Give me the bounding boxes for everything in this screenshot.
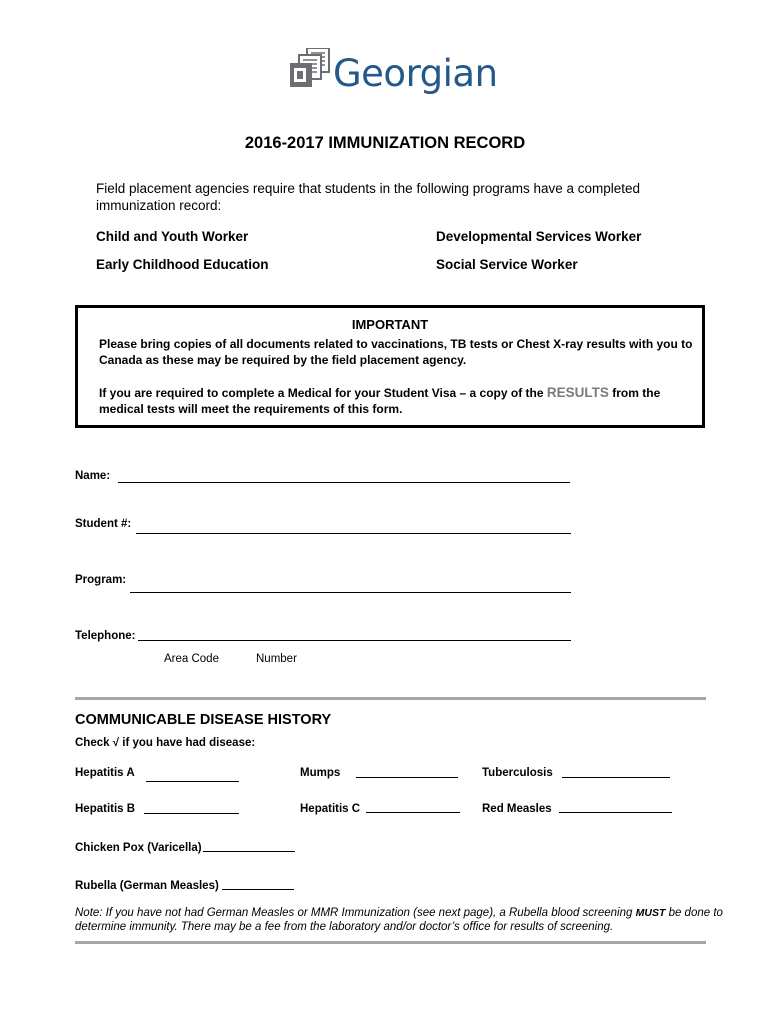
rubella-field[interactable] xyxy=(222,889,294,890)
tuberculosis-field[interactable] xyxy=(562,777,670,778)
telephone-field[interactable] xyxy=(138,640,571,641)
chicken-pox-label: Chicken Pox (Varicella) xyxy=(75,842,202,854)
important-box xyxy=(75,305,705,428)
program-label: Program: xyxy=(75,574,127,586)
georgian-logo-icon xyxy=(289,48,331,92)
intro-text: Field placement agencies require that students in the following programs have a completed immunization record: xyxy=(96,181,641,213)
note-end: be done to determine immunity. There may be a fee from the laboratory and/or doctor’s office for results of screening. xyxy=(75,907,723,933)
bottom-divider xyxy=(75,941,706,944)
program-field[interactable] xyxy=(130,592,571,593)
important-paragraph-2-end: from the medical tests will meet the requirements of this form. xyxy=(99,386,661,416)
rubella-note xyxy=(75,906,725,934)
tuberculosis-label: Tuberculosis xyxy=(482,767,553,779)
hepatitis-c-field[interactable] xyxy=(366,812,460,813)
hepatitis-a-label: Hepatitis A xyxy=(75,767,135,779)
program-developmental-services-worker: Developmental Services Worker xyxy=(436,229,642,244)
check-instruction xyxy=(75,737,255,749)
program-child-youth-worker: Child and Youth Worker xyxy=(96,229,249,244)
results-highlight: RESULTS xyxy=(546,385,609,400)
program-early-childhood-education: Early Childhood Education xyxy=(96,257,269,272)
mumps-field[interactable] xyxy=(356,777,458,778)
mumps-label: Mumps xyxy=(300,767,341,779)
section-divider xyxy=(75,697,706,700)
important-heading: IMPORTANT xyxy=(351,317,429,332)
hepatitis-a-field[interactable] xyxy=(146,781,239,782)
important-paragraph-1: Please bring copies of all documents related to vaccinations, TB tests or Chest X-ray results with you to Canada as these may be required by the field placement agency. xyxy=(99,337,693,367)
rubella-label: Rubella (German Measles) xyxy=(75,880,219,892)
program-social-service-worker: Social Service Worker xyxy=(436,257,578,272)
red-measles-field[interactable] xyxy=(559,812,672,813)
name-field[interactable] xyxy=(118,482,570,483)
note-must: MUST xyxy=(635,907,666,919)
disease-history-title: COMMUNICABLE DISEASE HISTORY xyxy=(75,712,332,728)
student-number-field[interactable] xyxy=(136,533,571,534)
important-paragraph-2 xyxy=(99,385,694,417)
check-instruction-end: if you have had disease: xyxy=(122,737,256,749)
student-number-label: Student #: xyxy=(75,518,132,530)
number-caption: Number xyxy=(256,653,297,665)
name-label: Name: xyxy=(75,470,111,482)
note-start: Note: If you have not had German Measles or MMR Immunization (see next page), a Rubella blood screening xyxy=(75,907,633,919)
hepatitis-b-label: Hepatitis B xyxy=(75,803,136,815)
important-paragraph-2-start: If you are required to complete a Medical for your Student Visa – a copy of the xyxy=(99,386,544,400)
red-measles-label: Red Measles xyxy=(482,803,552,815)
hepatitis-b-field[interactable] xyxy=(144,813,239,814)
chicken-pox-field[interactable] xyxy=(203,851,295,852)
checkmark-icon: √ xyxy=(112,737,120,749)
hepatitis-c-label: Hepatitis C xyxy=(300,803,361,815)
area-code-caption: Area Code xyxy=(164,653,219,665)
logo-wordmark: Georgian xyxy=(333,52,498,95)
check-instruction-start: Check xyxy=(75,737,110,749)
telephone-label: Telephone: xyxy=(75,630,136,642)
page-title: 2016-2017 IMMUNIZATION RECORD xyxy=(244,134,526,152)
